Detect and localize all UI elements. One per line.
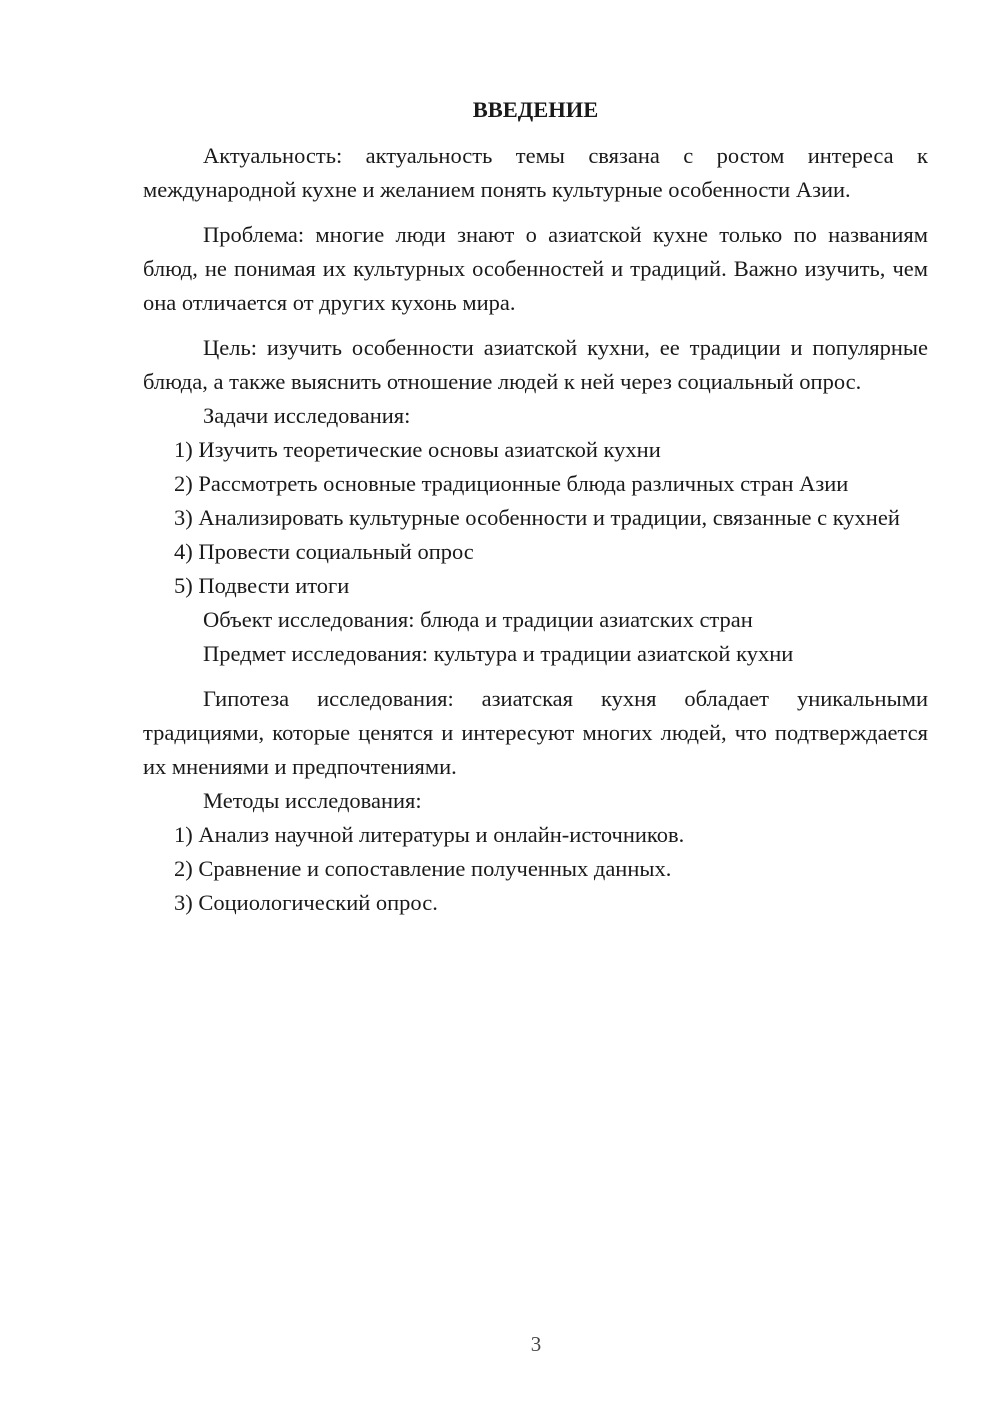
goal-paragraph: Цель: изучить особенности азиатской кухни, ее традиции и популярные блюда, а также выяснить отношение людей к ней через социальный опрос. (143, 335, 928, 394)
problem-paragraph: Проблема: многие люди знают о азиатской кухне только по названиям блюд, не понимая их культурных особенностей и традиций. Важно изучить, чем она отличается от других кухонь мира. (143, 222, 928, 315)
document-title: ВВЕДЕНИЕ (472, 97, 599, 122)
task-item-5: 5) Подвести итоги (174, 573, 350, 598)
task-item-2: 2) Рассмотреть основные традиционные блюда различных стран Азии (174, 471, 849, 496)
method-item-3: 3) Социологический опрос. (174, 890, 438, 915)
task-item-4: 4) Провести социальный опрос (174, 539, 474, 564)
object-paragraph: Объект исследования: блюда и традиции азиатских стран (203, 607, 753, 632)
hypothesis-paragraph: Гипотеза исследования: азиатская кухня обладает уникальными традициями, которые ценятся и интересуют многих людей, что подтверждается их мнениями и предпочтениями. (143, 686, 928, 779)
subject-paragraph: Предмет исследования: культура и традиции азиатской кухни (203, 641, 794, 666)
method-item-2: 2) Сравнение и сопоставление полученных данных. (174, 856, 672, 881)
relevance-paragraph: Актуальность: актуальность темы связана с ростом интереса к международной кухне и желанием понять культурные особенности Азии. (143, 143, 928, 202)
method-item-1: 1) Анализ научной литературы и онлайн-источников. (174, 822, 685, 847)
tasks-heading: Задачи исследования: (203, 403, 411, 428)
page-number: 3 (530, 1332, 542, 1356)
document-body (143, 92, 928, 920)
task-item-1: 1) Изучить теоретические основы азиатской кухни (174, 437, 661, 462)
methods-heading: Методы исследования: (203, 788, 422, 813)
task-item-3: 3) Анализировать культурные особенности и традиции, связанные с кухней (174, 505, 900, 530)
